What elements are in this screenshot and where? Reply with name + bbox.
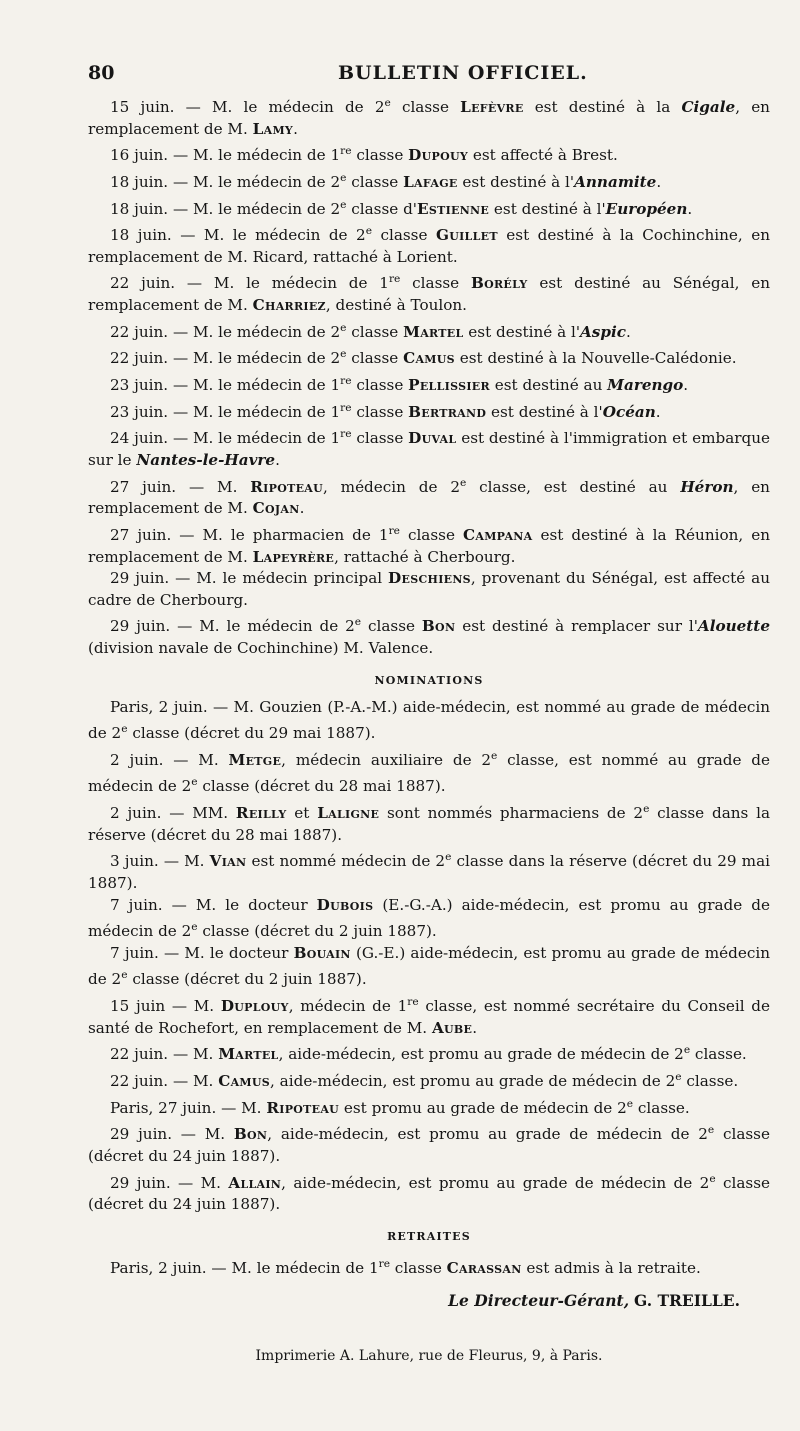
entry-date: 22 juin. (110, 322, 169, 341)
entry-text: — M. le médecin de 2 (170, 617, 355, 636)
entry-paragraph (88, 370, 770, 397)
entry-date: 3 juin. (110, 852, 159, 871)
entry-text: . (655, 402, 661, 421)
entry-text: e (709, 1171, 716, 1185)
person-name: Guillet (435, 226, 498, 245)
entry-text: classe (346, 172, 404, 191)
entry-text: e (675, 1070, 682, 1083)
entry-date: 18 juin. (110, 199, 169, 218)
page-header (88, 62, 770, 84)
entry-text: re (340, 400, 352, 414)
entry-paragraph (88, 423, 770, 471)
entry-date: 15 juin (110, 997, 166, 1016)
entry-text: , médecin auxiliaire de 2 (281, 750, 492, 769)
entry-date: 29 juin. (110, 1125, 173, 1144)
entry-text: . (683, 376, 689, 395)
entry-date: 27 juin. (110, 525, 172, 544)
entry-text: re (407, 995, 419, 1009)
entry-date: 22 juin. (110, 274, 176, 293)
entry-paragraph (88, 697, 770, 745)
person-name: Dubois (316, 895, 374, 914)
ship-name: Annamite (574, 172, 657, 191)
entry-text: — M. le médecin de 1 (168, 429, 341, 448)
person-name: Bertrand (408, 402, 487, 421)
entry-date: Paris, 2 juin. (110, 1258, 207, 1277)
entry-text: classe (371, 226, 436, 245)
entry-text: est destiné à l' (489, 199, 606, 218)
person-name: Camus (218, 1072, 271, 1091)
entry-date: 7 juin. (110, 895, 163, 914)
person-name: Bouain (293, 943, 351, 962)
person-name: Lapeyrère (252, 547, 335, 566)
entry-text: classe d' (346, 199, 417, 218)
person-name: Aube (431, 1018, 473, 1037)
page-number: 80 (88, 62, 115, 84)
person-name: Estienne (416, 199, 490, 218)
entry-text: — M. le médecin de 1 (175, 274, 389, 293)
entry-text: , médecin de 2 (322, 477, 460, 496)
entry-date: 27 juin. (110, 477, 177, 496)
entry-text: e (683, 1043, 691, 1057)
person-name: Charriez (252, 296, 326, 315)
entry-text: — M. Gouzien (P.-A.-M.) aide-médecin, est nommé au grade de médecin de 2 (88, 697, 770, 743)
entry-text: — M. le médecin de 2 (168, 199, 341, 218)
entry-paragraph (88, 798, 770, 846)
entry-paragraph (88, 520, 770, 568)
nominations-section (88, 697, 770, 1216)
entry-text: est admis à la retraite. (521, 1258, 701, 1277)
entry-text: — M. (172, 1125, 234, 1144)
entry-paragraph (88, 745, 770, 798)
entry-date: 2 juin. (110, 750, 164, 769)
person-name: Lefèvre (460, 98, 524, 117)
entry-paragraph (88, 991, 770, 1039)
entry-text: e (365, 224, 372, 238)
retraites-heading: RETRAITES (387, 1229, 471, 1243)
entry-paragraph (88, 317, 770, 344)
person-name: Carassan (446, 1258, 522, 1277)
person-name: Cojan (252, 499, 300, 518)
entry-date: 22 juin. (110, 1072, 169, 1091)
person-name: Bon (421, 617, 456, 636)
entry-text: — M. le médecin de 2 (168, 322, 341, 341)
person-name: Campana (462, 525, 533, 544)
entry-text: et (286, 804, 318, 823)
entry-text: — M. le médecin de 2 (168, 349, 341, 368)
entry-text: classe (décret du 2 juin 1887). (127, 970, 367, 989)
entry-date: 7 juin. (110, 943, 159, 962)
entry-text: classe (351, 376, 409, 395)
person-name: Camus (403, 349, 455, 368)
entry-text: est destiné à la Réunion, en remplacement de M. (88, 525, 770, 566)
entry-text: e (191, 920, 198, 934)
entry-text: — M. (158, 852, 210, 871)
entry-text: — M. le médecin principal (169, 569, 389, 588)
entry-text: — M. (170, 1173, 229, 1192)
entry-text: classe (351, 402, 409, 421)
retraites-section (88, 1253, 770, 1280)
entry-paragraph (88, 140, 770, 167)
entry-paragraph (88, 611, 770, 659)
person-name: Martel (403, 322, 464, 341)
printer-line: Imprimerie A. Lahure, rue de Fleurus, 9, à Paris. (255, 1348, 603, 1365)
ship-name: Océan (602, 402, 656, 421)
person-name: Duval (408, 429, 457, 448)
entry-text: , aide-médecin, est promu au grade de médecin de 2 (281, 1173, 710, 1192)
ship-name: Héron (680, 477, 734, 496)
entry-text: (E.-G.-A.) aide-médecin, est promu au grade de médecin de 2 (88, 895, 770, 941)
entry-text: — M. le médecin de 2 (168, 172, 341, 191)
entry-text: est destiné à l' (463, 322, 581, 341)
entry-text: est affecté à Brest. (468, 146, 618, 165)
entry-text: — M. (163, 750, 229, 769)
entry-paragraph (88, 194, 770, 221)
entry-text: e (340, 170, 347, 184)
entry-text: e (384, 96, 391, 109)
entry-text: classe, est destiné au (466, 477, 681, 496)
person-name: Lafage (403, 172, 458, 191)
entry-text: classe (346, 349, 404, 368)
entry-text: est promu au grade de médecin de 2 (339, 1098, 627, 1117)
entry-text: re (340, 427, 352, 441)
entry-text: classe (400, 274, 471, 293)
entry-text: re (388, 523, 400, 537)
entry-text: — M. (168, 1045, 219, 1064)
person-name: Borély (470, 274, 528, 293)
entry-text: , en remplacement de M. (88, 477, 770, 518)
entry-text: classe (361, 617, 422, 636)
entry-text: — M. le docteur (162, 895, 317, 914)
entry-date: 18 juin. (110, 172, 169, 191)
entry-paragraph (88, 1253, 770, 1280)
entry-text: classe (décret du 2 juin 1887). (197, 922, 437, 941)
entry-text: , aide-médecin, est promu au grade de médecin de 2 (267, 1125, 708, 1144)
entry-text: e (191, 775, 198, 789)
entry-text: . (293, 119, 298, 138)
entry-paragraph (88, 1039, 770, 1066)
entry-text: classe (389, 1258, 447, 1277)
entry-text: re (388, 272, 401, 286)
entry-text: e (445, 850, 452, 864)
entry-paragraph (88, 343, 770, 370)
entry-text: re (378, 1256, 390, 1270)
entry-text: e (626, 1096, 634, 1110)
entry-text: re (340, 374, 352, 388)
entry-paragraph (88, 846, 770, 894)
entry-date: 29 juin. (110, 1173, 171, 1192)
person-name: Lamy (252, 119, 294, 138)
ship-name: Marengo (607, 376, 684, 395)
entry-date: 22 juin. (110, 1045, 169, 1064)
entry-date: 23 juin. (110, 376, 169, 395)
entry-text: , aide-médecin, est promu au grade de médecin de 2 (278, 1045, 684, 1064)
entry-paragraph (88, 1093, 770, 1120)
entry-text: e (340, 197, 347, 211)
entry-text: — M. le médecin de 1 (168, 376, 341, 395)
ship-name: Nantes-le-Havre (136, 451, 276, 469)
entry-paragraph (88, 1168, 770, 1216)
person-name: Dupouy (408, 146, 469, 165)
entry-text: est destiné au (489, 376, 608, 395)
entry-date: Paris, 2 juin. (110, 697, 208, 716)
person-name: Martel (218, 1045, 279, 1064)
entry-text: est destiné à l'immigration et embarque sur le (88, 429, 770, 469)
entry-text: . (275, 451, 280, 469)
entry-date: 29 juin. (110, 617, 171, 636)
entry-text: classe (décret du 29 mai 1887). (127, 724, 376, 743)
entry-text: . (472, 1018, 478, 1037)
mutations-section (88, 92, 770, 660)
entry-text: classe. (633, 1098, 690, 1117)
entry-text: — M. le médecin de 1 (206, 1258, 379, 1277)
person-name: Vian (209, 852, 247, 871)
entry-text: , médecin de 1 (288, 997, 408, 1016)
entry-text: est destiné au Sénégal, en remplacement de M. (88, 274, 770, 315)
entry-text: — M. le docteur (158, 943, 294, 962)
entry-paragraph (88, 397, 770, 424)
entry-paragraph (88, 568, 770, 611)
entry-text: classe dans la réserve (décret du 29 mai 1887). (88, 852, 770, 892)
entry-text: — M. le médecin de 2 (171, 226, 366, 245)
entry-text: est nommé médecin de 2 (246, 852, 446, 871)
entry-text: (G.-E.) aide-médecin, est promu au grade de médecin de 2 (88, 943, 770, 989)
entry-text: classe. (690, 1045, 747, 1064)
entry-date: Paris, 27 juin. (110, 1098, 217, 1117)
entry-date: 22 juin. (110, 349, 169, 368)
entry-text: (division navale de Cochinchine) M. Valence. (88, 638, 434, 657)
person-name: Ripoteau (266, 1098, 340, 1117)
person-name: Allain (228, 1173, 282, 1192)
entry-text: — M. (216, 1098, 267, 1117)
entry-paragraph (88, 167, 770, 194)
entry-text: . (299, 499, 305, 518)
entry-text: e (340, 347, 347, 361)
entry-date: 24 juin. (110, 429, 169, 448)
person-name: Reilly (235, 804, 287, 823)
entry-text: est destiné à la Nouvelle-Calédonie. (454, 349, 737, 368)
person-name: Metge (228, 750, 282, 769)
entry-paragraph (88, 220, 770, 268)
person-name: Ripoteau (250, 477, 323, 496)
entry-text: . (626, 322, 631, 341)
entry-text: — M. (168, 1072, 219, 1091)
entry-paragraph (88, 1119, 770, 1167)
nominations-heading: NOMINATIONS (374, 673, 484, 687)
entry-paragraph (88, 92, 770, 140)
entry-text: , aide-médecin, est promu au grade de médecin de 2 (270, 1072, 676, 1091)
entry-text: e (340, 320, 347, 334)
entry-text: , destiné à Toulon. (325, 296, 467, 315)
entry-text: , provenant du Sénégal, est affecté au cadre de Cherbourg. (88, 569, 770, 609)
entry-text: — M. le médecin de 1 (168, 146, 341, 165)
entry-text: classe. (681, 1072, 739, 1091)
entry-text: sont nommés pharmaciens de 2 (379, 804, 644, 823)
entry-text: — M. le médecin de 2 (174, 98, 385, 117)
entry-text: — M. (165, 997, 221, 1016)
entry-text: , en remplacement de M. (88, 98, 770, 138)
entry-text: , rattaché à Cherbourg. (334, 547, 516, 566)
ship-name: Aspic (580, 322, 626, 341)
entry-text: — MM. (161, 804, 236, 823)
entry-text: classe (décret du 28 mai 1887). (197, 777, 446, 796)
entry-text: est destiné à la Cochinchine, en remplacement de M. Ricard, rattaché à Lorient. (88, 226, 770, 266)
ship-name: Alouette (697, 617, 770, 636)
entry-text: — M. (176, 477, 251, 496)
entry-text: est destiné à remplacer sur l' (455, 617, 698, 636)
ship-name: Européen (605, 199, 688, 218)
running-title: BULLETIN OFFICIEL. (338, 62, 588, 84)
person-name: Pellissier (408, 376, 490, 395)
entry-text: — M. le pharmacien de 1 (171, 525, 389, 544)
entry-text: classe (351, 146, 409, 165)
entry-text: classe (390, 98, 461, 117)
person-name: Duplouy (220, 997, 289, 1016)
entry-paragraph (88, 895, 770, 943)
entry-date: 16 juin. (110, 146, 169, 165)
person-name: Deschiens (388, 569, 471, 588)
entry-text: e (459, 475, 467, 489)
entry-text: classe dans la réserve (décret du 28 mai 1887). (88, 804, 771, 844)
entry-text: . (656, 172, 662, 191)
entry-paragraph (88, 472, 770, 520)
entry-date: 18 juin. (110, 226, 172, 245)
entry-text: classe (décret du 24 juin 1887). (88, 1173, 770, 1214)
entry-text: . (687, 199, 693, 218)
entry-text: classe (décret du 24 juin 1887). (88, 1125, 770, 1165)
entry-text: e (121, 722, 128, 736)
entry-text: e (354, 615, 362, 629)
entry-text: classe (346, 322, 404, 341)
entry-paragraph (88, 943, 770, 991)
entry-text: re (340, 144, 352, 158)
entry-date: 15 juin. (110, 98, 175, 117)
person-name: Laligne (317, 804, 380, 823)
entry-text: e (707, 1123, 715, 1137)
entry-text: est destiné à l' (486, 402, 603, 421)
entry-text: classe (399, 525, 463, 544)
signature-name: G. TREILLE. (634, 1291, 740, 1311)
ship-name: Cigale (681, 98, 736, 117)
entry-text: est destiné à l' (457, 172, 575, 191)
entry-text: e (121, 968, 128, 982)
entry-text: est destiné à la (523, 98, 682, 117)
entry-date: 23 juin. (110, 402, 169, 421)
entry-text: — M. le médecin de 1 (168, 402, 341, 421)
entry-text: e (491, 748, 498, 762)
entry-date: 29 juin. (110, 569, 170, 588)
entry-paragraph (88, 268, 770, 316)
entry-text: classe, est nommé secrétaire du Conseil de santé de Rochefort, en remplacement de M. (88, 997, 770, 1037)
signature-role: Le Directeur-Gérant, (448, 1291, 630, 1311)
entry-text: classe, est nommé au grade de médecin de 2 (88, 750, 770, 796)
entry-text: e (643, 802, 650, 816)
entry-text: classe (351, 429, 409, 448)
entry-paragraph (88, 1066, 770, 1093)
entry-date: 2 juin. (110, 804, 162, 823)
signature (88, 1291, 740, 1310)
person-name: Bon (233, 1125, 268, 1144)
